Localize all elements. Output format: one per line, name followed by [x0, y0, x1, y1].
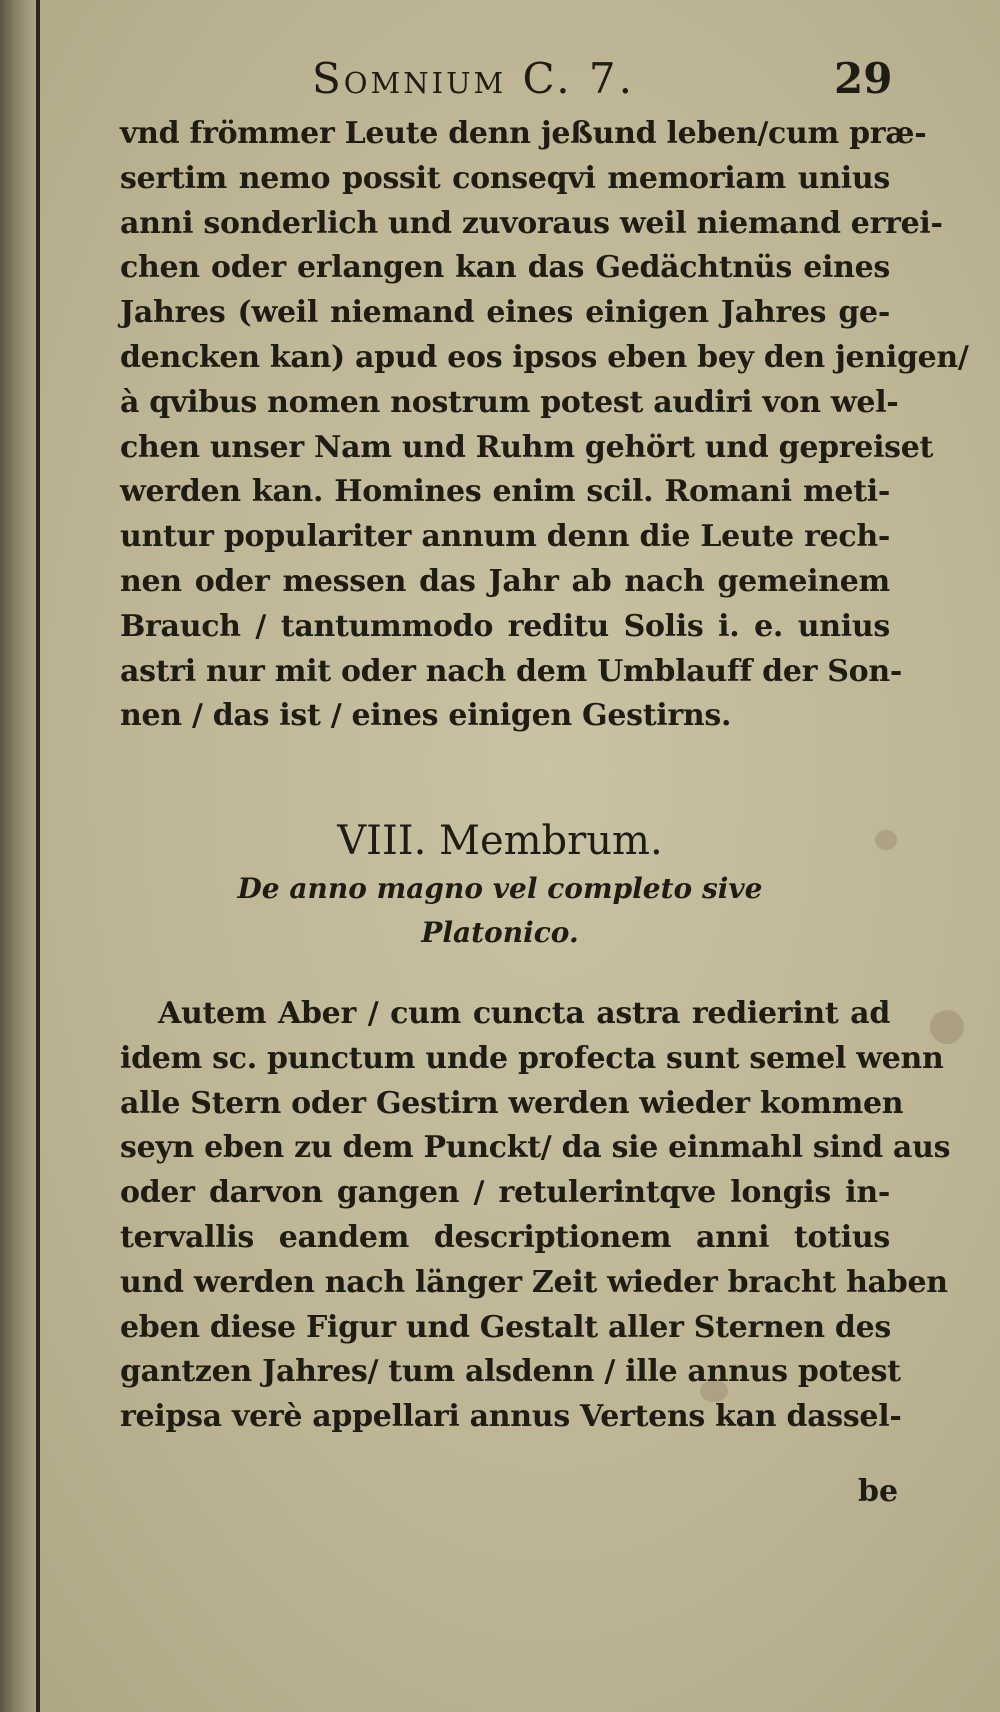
- paper-stain: [930, 1010, 964, 1044]
- text-line: werden kan. Homines enim scil. Romani meti-: [120, 474, 890, 510]
- text-line: gantzen Jahres/ tum alsdenn / ille annus potest: [120, 1354, 901, 1390]
- text-line: tervallis eandem descriptionem anni totius: [120, 1219, 890, 1255]
- text-line: anni sonderlich und zuvoraus weil niemand errei-: [120, 205, 943, 241]
- text-line: dencken kan) apud eos ipsos eben bey den jenigen/: [120, 339, 969, 375]
- text-line: untur populariter annum denn die Leute rech-: [120, 519, 890, 555]
- running-title: Somnium C. 7.: [312, 54, 635, 103]
- text-line: idem sc. punctum unde profecta sunt semel wenn: [120, 1040, 944, 1076]
- section-subtitle-line-2: Platonico.: [421, 916, 579, 949]
- paragraph-2: [120, 992, 951, 1440]
- text-line: reipsa verè appellari annus Vertens kan dassel-: [120, 1399, 902, 1435]
- text-line: Brauch / tantummodo reditu Solis i. e. unius: [120, 608, 890, 644]
- section-title: VIII. Membrum.: [337, 818, 663, 864]
- text-line: chen unser Nam und Ruhm gehört und gepreiset: [120, 429, 934, 465]
- text-line: eben diese Figur und Gestalt aller Sternen des: [120, 1309, 891, 1345]
- text-line: und werden nach länger Zeit wieder bracht haben: [120, 1264, 948, 1300]
- text-line: Autem Aber / cum cuncta astra redierint ad: [158, 996, 890, 1031]
- paragraph-1: [120, 112, 969, 739]
- catchword: be: [858, 1474, 899, 1509]
- text-line: Jahres (weil niemand eines einigen Jahres ge-: [120, 295, 890, 331]
- text-line: nen / das ist / eines einigen Gestirns.: [120, 698, 732, 734]
- section-subtitle-line-1: De anno magno vel completo sive: [237, 872, 763, 905]
- text-line: oder darvon gangen / retulerintqve longis in-: [120, 1175, 890, 1211]
- section-heading: [0, 815, 1000, 955]
- text-line: nen oder messen das Jahr ab nach gemeinem: [120, 563, 890, 599]
- text-line: à qvibus nomen nostrum potest audiri von wel-: [120, 384, 899, 420]
- text-line: chen oder erlangen kan das Gedächtnüs eines: [120, 250, 890, 286]
- text-line: sertim nemo possit conseqvi memoriam unius: [120, 160, 890, 196]
- text-line: seyn eben zu dem Punckt/ da sie einmahl sind aus: [120, 1130, 951, 1166]
- text-line: alle Stern oder Gestirn werden wieder kommen: [120, 1085, 904, 1121]
- page-header: [0, 50, 1000, 110]
- text-line: vnd frömmer Leute denn jeßund leben/cum præ-: [120, 116, 927, 151]
- page-number: 29: [834, 54, 893, 103]
- text-line: astri nur mit oder nach dem Umblauff der Son-: [120, 653, 903, 689]
